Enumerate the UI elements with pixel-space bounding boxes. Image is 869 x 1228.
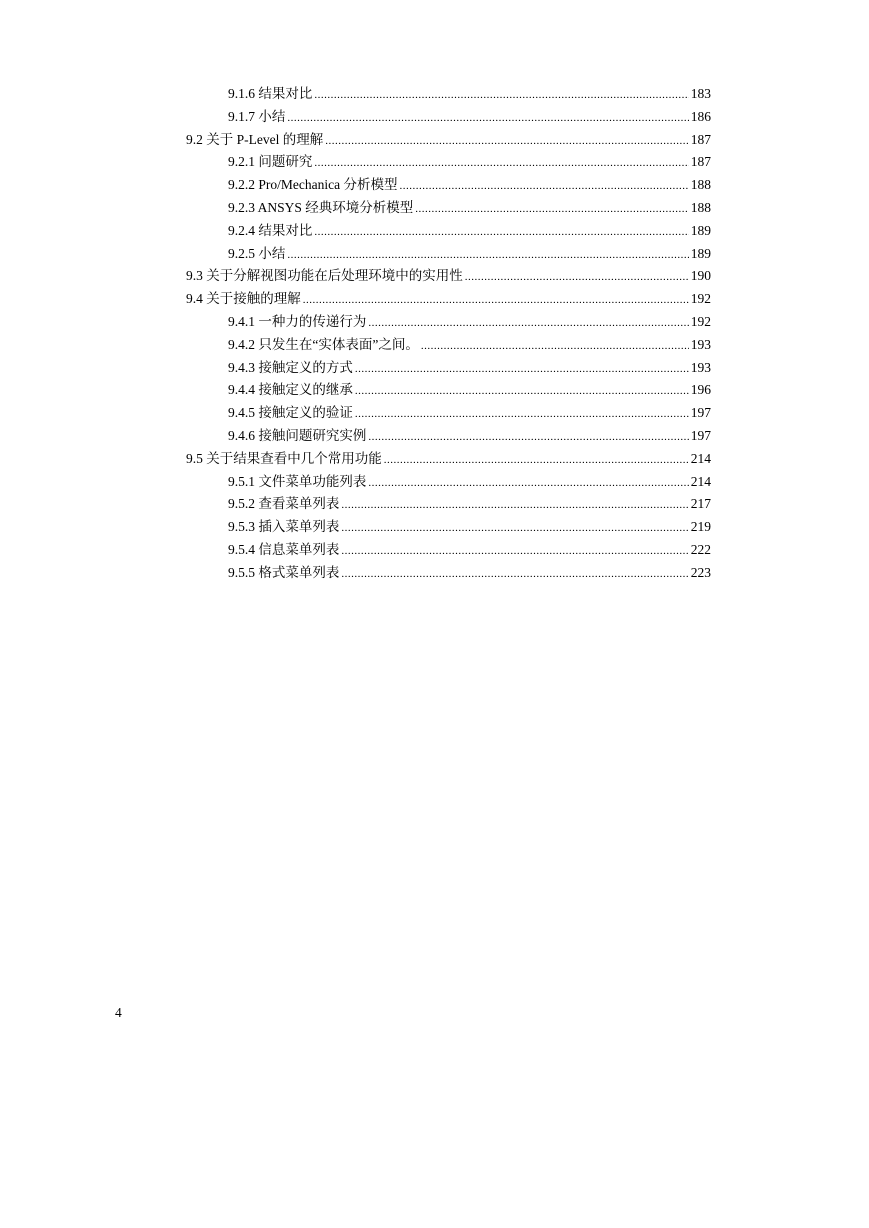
toc-entry-9-2-4[interactable] [186, 220, 711, 243]
toc-entry-9-5-5[interactable] [186, 562, 711, 585]
dot-leader [287, 244, 688, 267]
toc-entry-title: 9.1.7 小结 [228, 108, 286, 124]
toc-entry-title: 9.3 关于分解视图功能在后处理环境中的实用性 [186, 268, 463, 284]
toc-entry-title: 9.2.1 问题研究 [228, 154, 313, 170]
toc-entry-page-number: 219 [690, 519, 711, 535]
toc-entry-9-5-3[interactable] [186, 516, 711, 539]
toc-entry-page-number: 189 [690, 222, 711, 238]
dot-leader [341, 517, 688, 540]
toc-entry-title: 9.4.6 接触问题研究实例 [228, 427, 367, 443]
toc-entry-9-2-2[interactable] [186, 174, 711, 197]
toc-entry-title: 9.4.5 接触定义的验证 [228, 405, 353, 421]
toc-entry-title: 9.2.5 小结 [228, 245, 286, 261]
toc-entry-title: 9.1.6 结果对比 [228, 86, 313, 101]
toc-entry-title: 9.5.2 查看菜单列表 [228, 496, 340, 512]
toc-entry-page-number: 197 [690, 405, 711, 421]
toc-entry-title: 9.5.3 插入菜单列表 [228, 519, 340, 535]
dot-leader [303, 289, 689, 312]
toc-entry-9-4-2[interactable] [186, 334, 711, 357]
dot-leader [287, 107, 688, 130]
dot-leader [368, 426, 688, 449]
toc-entry-page-number: 187 [690, 131, 711, 147]
toc-entry-page-number: 188 [690, 177, 711, 193]
toc-entry-9-4-6[interactable] [186, 425, 711, 448]
toc-entry-title: 9.5.5 格式菜单列表 [228, 564, 340, 580]
dot-leader [355, 403, 689, 426]
toc-entry-9-2-1[interactable] [186, 151, 711, 174]
dot-leader [368, 312, 688, 335]
toc-entry-9-1-7[interactable] [186, 106, 711, 129]
toc-entry-title: 9.2.4 结果对比 [228, 222, 313, 238]
toc-entry-page-number: 193 [690, 359, 711, 375]
dot-leader [421, 335, 689, 358]
dot-leader [341, 494, 688, 517]
dot-leader [341, 540, 688, 563]
toc-entry-title: 9.4.1 一种力的传递行为 [228, 313, 367, 329]
page-number: 4 [115, 1005, 122, 1020]
toc-entry-9-2-5[interactable] [186, 243, 711, 266]
toc-entry-title: 9.2.3 ANSYS 经典环境分析模型 [228, 199, 414, 215]
toc-entry-9-5-4[interactable] [186, 539, 711, 562]
toc-entry-page-number: 188 [690, 199, 711, 215]
toc-entry-9-5[interactable] [186, 448, 711, 471]
toc-entry-page-number: 197 [690, 427, 711, 443]
toc-entry-title: 9.4 关于接触的理解 [186, 291, 301, 307]
table-of-contents [186, 83, 711, 585]
dot-leader [415, 198, 688, 221]
toc-entry-title: 9.2 关于 P-Level 的理解 [186, 131, 324, 147]
toc-entry-9-2-3[interactable] [186, 197, 711, 220]
dot-leader [355, 358, 689, 381]
toc-entry-9-5-1[interactable] [186, 471, 711, 494]
toc-entry-page-number: 190 [690, 268, 711, 284]
toc-entry-title: 9.5.4 信息菜单列表 [228, 541, 340, 557]
dot-leader [325, 130, 689, 153]
dot-leader [314, 221, 688, 244]
toc-entry-9-4-4[interactable] [186, 379, 711, 402]
toc-entry-page-number: 214 [690, 450, 711, 466]
toc-entry-page-number: 223 [690, 564, 711, 580]
dot-leader [368, 472, 688, 495]
toc-entry-page-number: 183 [690, 86, 711, 101]
toc-entry-page-number: 193 [690, 336, 711, 352]
dot-leader [314, 152, 688, 175]
toc-entry-page-number: 217 [690, 496, 711, 512]
toc-entry-9-2[interactable] [186, 129, 711, 152]
toc-entry-9-4-3[interactable] [186, 357, 711, 380]
toc-entry-title: 9.5 关于结果查看中几个常用功能 [186, 450, 382, 466]
toc-entry-page-number: 186 [690, 108, 711, 124]
dot-leader [355, 380, 689, 403]
toc-entry-page-number: 192 [690, 291, 711, 307]
toc-entry-title: 9.2.2 Pro/Mechanica 分析模型 [228, 177, 398, 193]
toc-entry-page-number: 192 [690, 313, 711, 329]
toc-entry-page-number: 196 [690, 382, 711, 398]
toc-entry-title: 9.5.1 文件菜单功能列表 [228, 473, 367, 489]
toc-entry-title: 9.4.2 只发生在“实体表面”之间。 [228, 336, 419, 352]
toc-entry-page-number: 189 [690, 245, 711, 261]
toc-entry-9-4-1[interactable] [186, 311, 711, 334]
toc-entry-9-1-6[interactable] [186, 83, 711, 106]
dot-leader [399, 175, 688, 198]
dot-leader [314, 84, 688, 107]
toc-entry-page-number: 214 [690, 473, 711, 489]
dot-leader [465, 266, 689, 289]
toc-entry-9-3[interactable] [186, 265, 711, 288]
toc-entry-title: 9.4.4 接触定义的继承 [228, 382, 353, 398]
toc-entry-9-4-5[interactable] [186, 402, 711, 425]
toc-entry-9-5-2[interactable] [186, 493, 711, 516]
dot-leader [384, 449, 689, 472]
dot-leader [341, 563, 688, 586]
toc-entry-9-4[interactable] [186, 288, 711, 311]
toc-entry-page-number: 187 [690, 154, 711, 170]
toc-entry-page-number: 222 [690, 541, 711, 557]
toc-entry-title: 9.4.3 接触定义的方式 [228, 359, 353, 375]
